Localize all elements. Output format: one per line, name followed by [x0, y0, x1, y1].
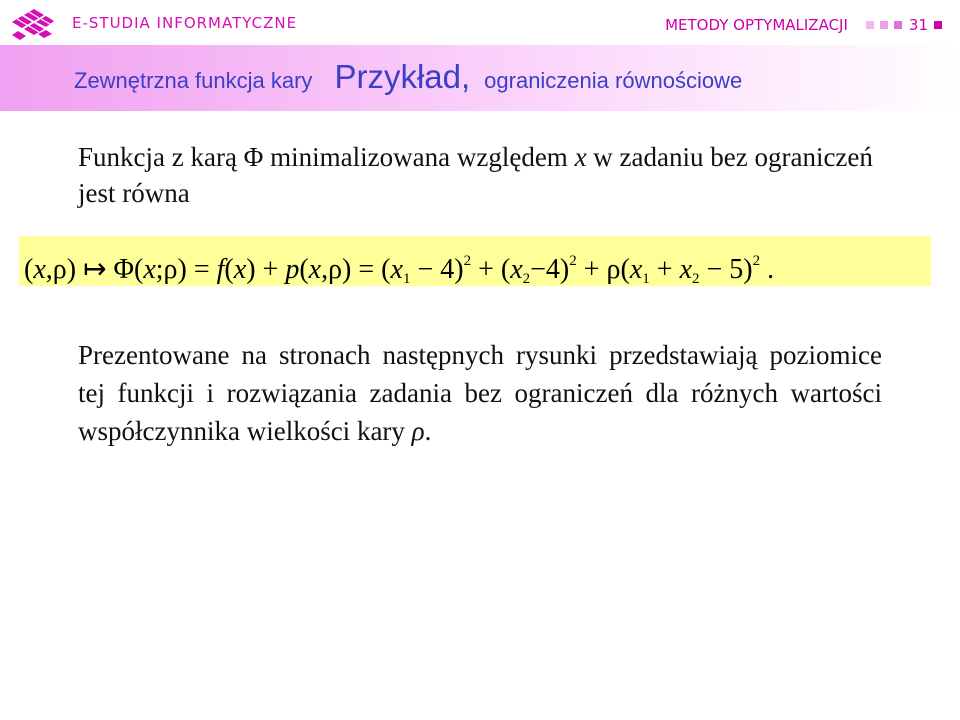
description-text-end: .	[424, 416, 432, 446]
square-icon	[866, 21, 874, 29]
description-text: Prezentowane na stronach następnych rysunki przedstawiają poziomice tej funkcji i rozwiązania zadania bez ograniczeń dla różnych wartości współczynnika wielkości kary	[78, 340, 882, 446]
intro-text-end: w zadaniu bez ograniczeń jest równa	[78, 142, 873, 208]
description-paragraph	[78, 336, 882, 450]
variable-x: x	[574, 142, 587, 172]
title-main: Przykład,	[334, 58, 471, 95]
intro-text: Funkcja z karą Φ minimalizowana względem	[78, 142, 575, 172]
course-title: METODY OPTYMALIZACJI	[665, 16, 848, 34]
intro-paragraph	[78, 139, 888, 211]
penalty-formula: (x,ρ) ↦ Φ(x;ρ) = $f(x) + p(x,\rho) = (x_1 - 4)^2 + (x_2-4)^2 + \rho(x_1 + x_2 - 5)^2$ .	[24, 253, 775, 287]
slide-title	[74, 58, 742, 96]
variable-rho: ρ	[411, 416, 425, 446]
grid-diamond-logo-icon	[10, 6, 54, 42]
square-icon	[934, 21, 942, 29]
brand-name: E-STUDIA INFORMATYCZNE	[72, 14, 298, 32]
title-topic: Zewnętrzna funkcja kary	[74, 68, 313, 93]
page-number: 31	[908, 16, 928, 34]
square-icon	[880, 21, 888, 29]
square-icon	[894, 21, 902, 29]
course-header	[665, 16, 942, 34]
title-subtopic: ograniczenia równościowe	[484, 68, 743, 93]
